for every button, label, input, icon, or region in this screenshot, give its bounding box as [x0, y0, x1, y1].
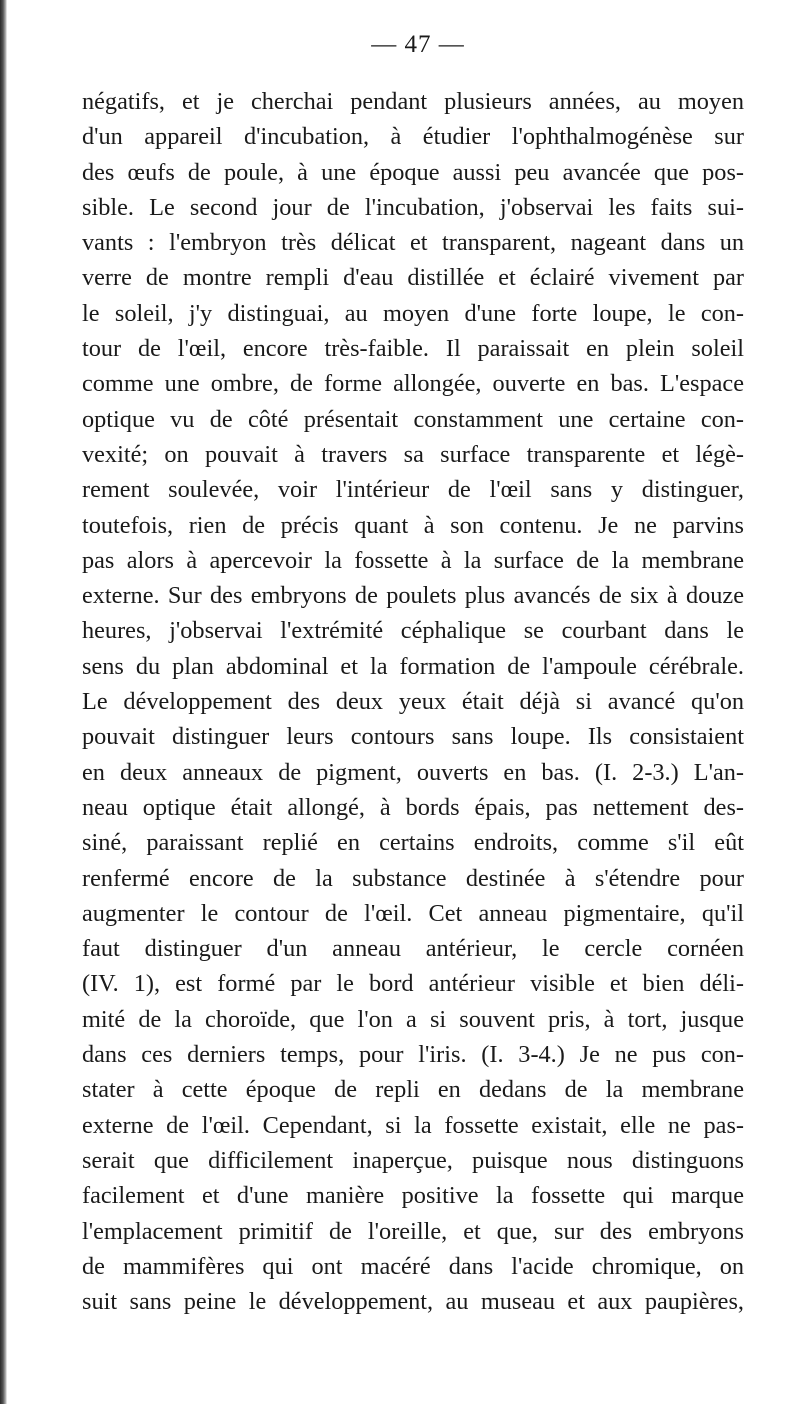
text-line: Le développement des deux yeux était déjà si avancé qu'on	[82, 688, 744, 716]
text-line: heures, j'observai l'extrémité céphalique se courbant dans le	[82, 617, 744, 645]
text-line: d'un appareil d'incubation, à étudier l'ophthalmogénèse sur	[82, 123, 744, 151]
text-line: renfermé encore de la substance destinée à s'étendre pour	[82, 864, 744, 892]
text-line: le soleil, j'y distinguai, au moyen d'une forte loupe, le con-	[82, 299, 744, 327]
page-number: — 47 —	[371, 31, 465, 58]
text-line: vants : l'embryon très délicat et transparent, nageant dans un	[82, 229, 744, 257]
book-page	[82, 32, 744, 1319]
text-line: stater à cette époque de repli en dedans de la membrane	[82, 1076, 744, 1104]
text-line: verre de montre rempli d'eau distillée et éclairé vivement par	[82, 264, 744, 292]
text-line: toutefois, rien de précis quant à son contenu. Je ne parvins	[82, 511, 744, 539]
text-line: optique vu de côté présentait constamment une certaine con-	[82, 405, 744, 433]
text-line: externe. Sur des embryons de poulets plus avancés de six à douze	[82, 582, 744, 610]
text-line: neau optique était allongé, à bords épais, pas nettement des-	[82, 793, 744, 821]
text-line: pas alors à apercevoir la fossette à la surface de la membrane	[82, 546, 744, 574]
text-line: en deux anneaux de pigment, ouverts en bas. (I. 2-3.) L'an-	[82, 758, 744, 786]
text-line: l'emplacement primitif de l'oreille, et que, sur des embryons	[82, 1217, 744, 1245]
page-edge-shadow	[0, 0, 7, 1404]
text-line: de mammifères qui ont macéré dans l'acide chromique, on	[82, 1252, 744, 1280]
text-line: rement soulevée, voir l'intérieur de l'œil sans y distinguer,	[82, 476, 744, 504]
text-line: des œufs de poule, à une époque aussi peu avancée que pos-	[82, 158, 744, 186]
text-line: tour de l'œil, encore très-faible. Il paraissait en plein soleil	[82, 335, 744, 363]
text-line: siné, paraissant replié en certains endroits, comme s'il eût	[82, 829, 744, 857]
text-line: négatifs, et je cherchai pendant plusieurs années, au moyen	[82, 88, 744, 115]
text-line: (IV. 1), est formé par le bord antérieur visible et bien déli-	[82, 970, 744, 998]
text-line: facilement et d'une manière positive la fossette qui marque	[82, 1182, 744, 1210]
text-line: augmenter le contour de l'œil. Cet anneau pigmentaire, qu'il	[82, 899, 744, 927]
text-line: mité de la choroïde, que l'on a si souvent pris, à tort, jusque	[82, 1005, 744, 1033]
text-line: faut distinguer d'un anneau antérieur, le cercle cornéen	[82, 935, 744, 963]
text-line: suit sans peine le développement, au museau et aux paupières,	[82, 1288, 744, 1316]
text-line: externe de l'œil. Cependant, si la fossette existait, elle ne pas-	[82, 1111, 744, 1139]
text-line: serait que difficilement inaperçue, puisque nous distinguons	[82, 1146, 744, 1174]
text-line: sible. Le second jour de l'incubation, j'observai les faits sui-	[82, 193, 744, 221]
text-line: sens du plan abdominal et la formation de l'ampoule cérébrale.	[82, 652, 744, 680]
body-text	[82, 84, 744, 1319]
text-line: vexité; on pouvait à travers sa surface transparente et légè-	[82, 440, 744, 468]
text-line: dans ces derniers temps, pour l'iris. (I. 3-4.) Je ne pus con-	[82, 1041, 744, 1069]
text-line: comme une ombre, de forme allongée, ouverte en bas. L'espace	[82, 370, 744, 398]
text-line: pouvait distinguer leurs contours sans loupe. Ils consistaient	[82, 723, 744, 751]
